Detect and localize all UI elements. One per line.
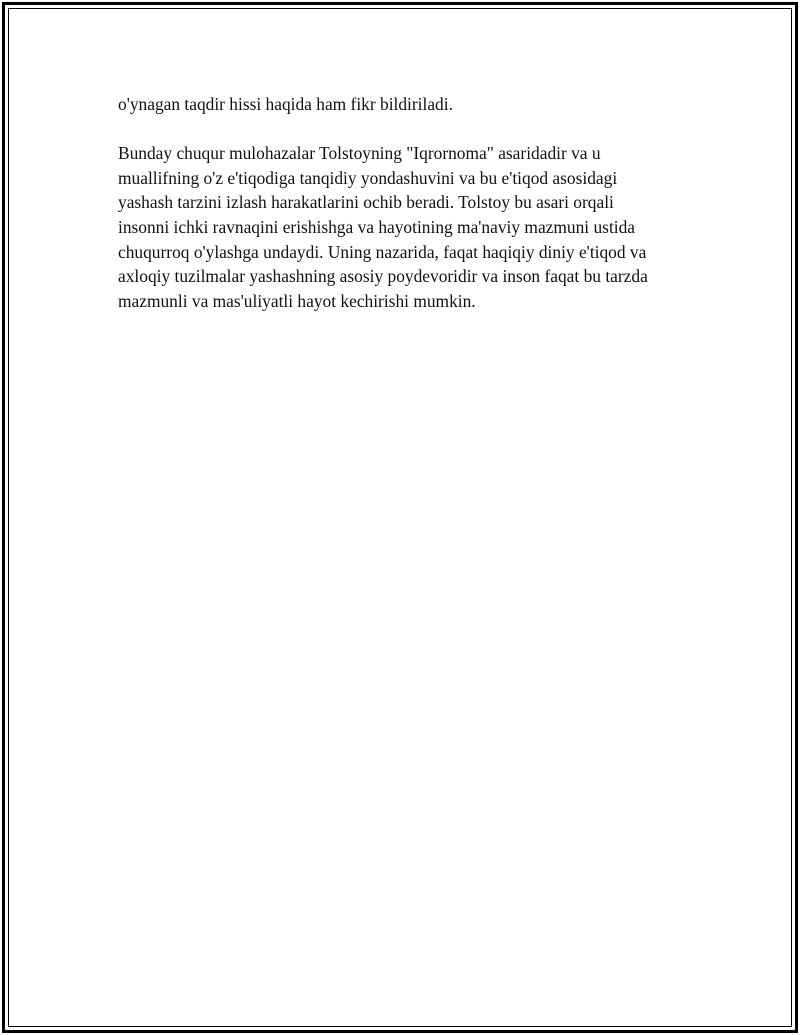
document-body [118, 92, 698, 313]
paragraph-2: Bunday chuqur mulohazalar Tolstoyning "Iqrornoma" asaridadir va u muallifning o'z e'tiqodiga tanqidiy yondashuvini va bu e'tiqod asosidagi yashash tarzini izlash harakatlarini ochib beradi. Tolstoy bu asari orqali insonni ichki ravnaqini erishishga va hayotining ma'naviy mazmuni ustida chuqurroq o'ylashga undaydi. Uning nazarida, faqat haqiqiy diniy e'tiqod va axloqiy tuzilmalar yashashning asosiy poydevoridir va inson faqat bu tarzda mazmunli va mas'uliyatli hayot kechirishi mumkin. [118, 143, 648, 311]
paragraph-1: o'ynagan taqdir hissi haqida ham fikr bildiriladi. [118, 94, 453, 114]
